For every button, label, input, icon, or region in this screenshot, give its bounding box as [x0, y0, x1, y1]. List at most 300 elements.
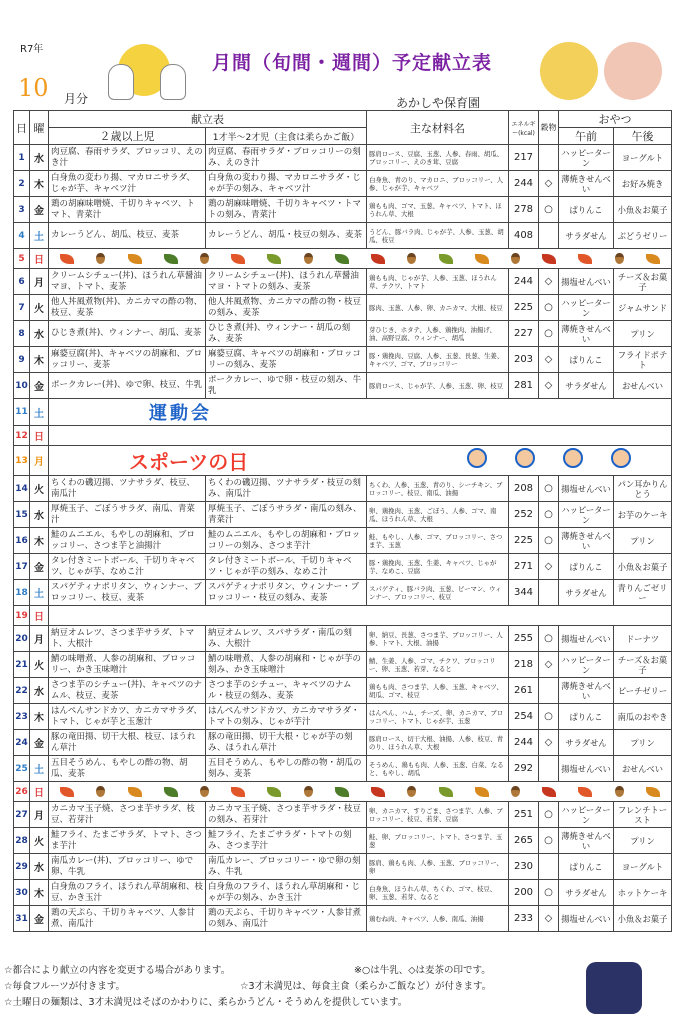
menu-table [13, 110, 672, 932]
grain-mark: ○ [539, 880, 559, 906]
snack-pm: ヨーグルト [614, 854, 672, 880]
running-child-icon [563, 448, 583, 468]
menu-row [14, 373, 672, 399]
menu-under2: 納豆オムレツ、スパサラダ・南瓜の刻み、大根汁 [206, 626, 367, 652]
snack-am: ぱりんこ [559, 704, 614, 730]
menu-under2: 肉豆腐、春雨サラダ・ブロッコリーの刻み、えのき汁 [206, 145, 367, 171]
menu-over2: 鯖の味噌煮、人参の胡麻和、ブロッコリー、かき玉味噌汁 [49, 652, 206, 678]
menu-row [14, 854, 672, 880]
footnote: ☆毎食フルーツが付きます。 [4, 981, 125, 992]
day-number: 21 [14, 652, 30, 678]
menu-under2: 鮭フライ、たまごサラダ・トマトの刻み、さつま芋汁 [206, 828, 367, 854]
day-number: 31 [14, 906, 30, 932]
grain-mark: ◇ [539, 269, 559, 295]
snack-am: ハッピーターン [559, 295, 614, 321]
grain-mark [539, 223, 559, 249]
weekday: 水 [30, 145, 49, 171]
menu-row [14, 321, 672, 347]
grain-mark: ○ [539, 476, 559, 502]
menu-over2: 厚焼玉子、ごぼうサラダ、南瓜、青菜汁 [49, 502, 206, 528]
snack-am: サラダせん [559, 223, 614, 249]
menu-row [14, 652, 672, 678]
era-label: R7年 [20, 44, 44, 55]
day-number: 3 [14, 197, 30, 223]
day-number: 17 [14, 554, 30, 580]
mouse-acorn-icon [604, 42, 662, 100]
leaf-icon [578, 787, 592, 797]
special-row [49, 249, 672, 269]
acorn-icon [200, 253, 209, 264]
day-number: 28 [14, 828, 30, 854]
grain-mark [539, 580, 559, 606]
energy-kcal: 233 [509, 906, 539, 932]
menu-row [14, 580, 672, 606]
ingredients: 鶏もも肉、さつま芋、人参、玉葱、キャベツ、胡瓜、ゴマ、枝豆 [367, 678, 509, 704]
grain-mark: ○ [539, 502, 559, 528]
ingredients: 芽ひじき、ホタテ、人参、鶏挽肉、油揚げ、油、高野豆腐、ウィンナー、胡瓜 [367, 321, 509, 347]
grain-mark: ○ [539, 828, 559, 854]
leaf-icon [128, 254, 142, 264]
mouse-acorn-icon [540, 42, 598, 100]
acorn-icon [304, 786, 313, 797]
leaf-icon [475, 787, 489, 797]
energy-kcal: 344 [509, 580, 539, 606]
energy-kcal: 217 [509, 145, 539, 171]
day-number: 12 [14, 426, 30, 446]
menu-under2: カレーうどん、胡瓜・枝豆の刻み、麦茶 [206, 223, 367, 249]
weekday: 日 [30, 782, 49, 802]
day-number: 15 [14, 502, 30, 528]
snack-pm: 南瓜のおやき [614, 704, 672, 730]
header [0, 0, 682, 110]
weekday: 土 [30, 223, 49, 249]
grain-mark: ○ [539, 321, 559, 347]
ingredients: 鮭、卵、ブロッコリー、トマト、さつま芋、玉葱 [367, 828, 509, 854]
menu-under2: タレ付きミートボール、千切りキャベツ・じゃが芋の刻み、なめこ汁 [206, 554, 367, 580]
ingredients: 卵、納豆、長葱、さつま芋、ブロッコリー、人参、トマト、大根、油揚 [367, 626, 509, 652]
energy-kcal: 252 [509, 502, 539, 528]
grain-mark: ○ [539, 528, 559, 554]
menu-under2: 五目そうめん、もやしの酢の物・胡瓜の刻み、麦茶 [206, 756, 367, 782]
menu-under2: 豚の竜田揚、切干大根・じゃが芋の刻み、ほうれん草汁 [206, 730, 367, 756]
weekday: 火 [30, 652, 49, 678]
ingredients: 鶏もも肉、じゃが芋、人参、玉葱、ほうれん草、チクワ、トマト [367, 269, 509, 295]
ingredients: 豚・鶏挽肉、玉葱、生姜、キャベツ、じゃが芋、なめこ、豆腐 [367, 554, 509, 580]
snack-pm: チーズ＆お菓子 [614, 269, 672, 295]
energy-kcal: 408 [509, 223, 539, 249]
energy-kcal: 227 [509, 321, 539, 347]
ingredients: 豚肩、鶏もも肉、人参、玉葱、ブロッコリー、卵 [367, 854, 509, 880]
weekday: 木 [30, 704, 49, 730]
day-number: 29 [14, 854, 30, 880]
menu-over2: 鮭フライ、たまごサラダ、トマト、さつま芋汁 [49, 828, 206, 854]
energy-kcal: 265 [509, 828, 539, 854]
menu-row [14, 426, 672, 446]
leaf-icon [128, 787, 142, 797]
ingredients: スパゲティ、豚バラ肉、玉葱、ピーマン、ウィンナー、ブロッコリー、枝豆 [367, 580, 509, 606]
ingredients: そうめん、鶏もも肉、人参、玉葱、白菜、なると、もやし、胡瓜 [367, 756, 509, 782]
col-weekday: 曜 [30, 111, 49, 145]
energy-kcal: 200 [509, 880, 539, 906]
menu-over2: 肉豆腐、春雨サラダ、ブロッコリ、えのき汁 [49, 145, 206, 171]
day-number: 27 [14, 802, 30, 828]
weekday: 水 [30, 854, 49, 880]
snack-am: ハッピーターン [559, 502, 614, 528]
day-number: 1 [14, 145, 30, 171]
running-child-icon [467, 448, 487, 468]
weekday: 木 [30, 347, 49, 373]
leaf-icon [371, 254, 385, 264]
snack-pm: プリン [614, 528, 672, 554]
day-number: 16 [14, 528, 30, 554]
acorn-icon [304, 253, 313, 264]
menu-over2: さつま芋のシチュー(丼)、キャベツのナムル、枝豆、麦茶 [49, 678, 206, 704]
menu-row [14, 802, 672, 828]
snack-pm: フライドポテト [614, 347, 672, 373]
snack-am: サラダせん [559, 880, 614, 906]
ingredients: 卵、カニカマ、すりごま、さつま芋、人参、ブロッコリー、枝豆、若芽、豆腐 [367, 802, 509, 828]
snack-am: 薄焼きせんべい [559, 321, 614, 347]
acorn-icon [200, 786, 209, 797]
footnote: ☆3才未満児は、毎食主食（柔らかご飯など）が付きます。 [240, 981, 492, 992]
grain-mark [539, 678, 559, 704]
snack-am: ぱりんこ [559, 854, 614, 880]
grain-mark: ◇ [539, 373, 559, 399]
col-menu-group: 献立表 [49, 111, 367, 128]
grain-mark: ○ [539, 802, 559, 828]
special-row [49, 606, 672, 626]
running-child-icon [515, 448, 535, 468]
snack-pm: 小魚＆お菓子 [614, 197, 672, 223]
energy-kcal: 244 [509, 269, 539, 295]
menu-row [14, 145, 672, 171]
acorn-icon [615, 786, 624, 797]
weekday: 金 [30, 197, 49, 223]
menu-row [14, 171, 672, 197]
weekday: 月 [30, 446, 49, 476]
col-day: 日 [14, 111, 30, 145]
energy-kcal: 225 [509, 295, 539, 321]
snack-pm: お芋のケーキ [614, 502, 672, 528]
menu-row [14, 906, 672, 932]
ingredients: 豚肩ロース、じゃが芋、人参、玉葱、卵、枝豆 [367, 373, 509, 399]
ingredients: 卵、鶏挽肉、玉葱、ごぼう、人参、ゴマ、南瓜、ほうれん草、大根 [367, 502, 509, 528]
snack-am: サラダせん [559, 730, 614, 756]
menu-over2: 南瓜カレー(丼)、ブロッコリー、ゆで卵、牛乳 [49, 854, 206, 880]
day-number: 13 [14, 446, 30, 476]
special-row [49, 782, 672, 802]
day-number: 7 [14, 295, 30, 321]
day-number: 22 [14, 678, 30, 704]
footnote: ☆都合により献立の内容を変更する場合があります。 [4, 965, 231, 976]
special-row [49, 426, 672, 446]
menu-under2: カニカマ玉子焼、さつま芋サラダ・枝豆の刻み、若芽汁 [206, 802, 367, 828]
day-number: 6 [14, 269, 30, 295]
ingredients: 豚・鶏挽肉、豆腐、人参、玉葱、長葱、生姜、キャベツ、ゴマ、ブロッコリー [367, 347, 509, 373]
weekday: 火 [30, 295, 49, 321]
menu-under2: ひじき煮(丼)、ウィンナー・胡瓜の刻み、麦茶 [206, 321, 367, 347]
ingredients: 鶏むね肉、キャベツ、人参、南瓜、油揚 [367, 906, 509, 932]
ingredients: はんぺん、ハム、チーズ、卵、カニカマ、ブロッコリー、トマト、じゃが芋、玉葱 [367, 704, 509, 730]
ingredients: 豚肩ロース、切干大根、油揚、人参、枝豆、青のり、ほうれん草、大根 [367, 730, 509, 756]
ingredients: 鶏もも肉、ゴマ、玉葱、キャベツ、トマト、ほうれん草、大根 [367, 197, 509, 223]
snack-am: 揚塩せんべい [559, 269, 614, 295]
menu-over2: 納豆オムレツ、さつま芋サラダ、トマト、大根汁 [49, 626, 206, 652]
snack-pm: ぶどうゼリー [614, 223, 672, 249]
month-unit: 月分 [64, 92, 89, 106]
snack-pm: おせんべい [614, 756, 672, 782]
menu-row [14, 295, 672, 321]
weekday: 土 [30, 580, 49, 606]
ingredients: 白身魚、青のり、マカロニ、ブロッコリー、人参、じゃが芋、キャベツ [367, 171, 509, 197]
ingredients: 白身魚、ほうれん草、ちくわ、ゴマ、枝豆、卵、玉葱、若芽、なると [367, 880, 509, 906]
leaf-icon [646, 254, 660, 264]
menu-under2: スパゲティナポリタン、ウィンナー・ブロッコリー・枝豆の刻み、麦茶 [206, 580, 367, 606]
snack-pm: おせんべい [614, 373, 672, 399]
energy-kcal: 281 [509, 373, 539, 399]
day-number: 2 [14, 171, 30, 197]
col-snack-am: 午前 [559, 128, 614, 145]
menu-over2: カレーうどん、胡瓜、枝豆、麦茶 [49, 223, 206, 249]
weekday: 火 [30, 828, 49, 854]
menu-over2: 他人丼風煮物(丼)、カニカマの酢の物、枝豆、麦茶 [49, 295, 206, 321]
energy-kcal: 255 [509, 626, 539, 652]
snack-am: サラダせん [559, 373, 614, 399]
grain-mark: ○ [539, 626, 559, 652]
menu-row [14, 347, 672, 373]
weekday: 木 [30, 880, 49, 906]
weekday: 日 [30, 606, 49, 626]
weekday: 金 [30, 554, 49, 580]
rabbit-icon [108, 64, 134, 100]
snack-am: 薄焼きせんべい [559, 528, 614, 554]
day-number: 10 [14, 373, 30, 399]
autumn-leaves-decoration [49, 786, 671, 797]
energy-kcal: 244 [509, 730, 539, 756]
event-title: 運動会 [149, 403, 212, 424]
snack-pm: 青りんごゼリー [614, 580, 672, 606]
day-number: 4 [14, 223, 30, 249]
owl-moon-icon [586, 962, 642, 1014]
weekday: 金 [30, 730, 49, 756]
acorn-icon [511, 786, 520, 797]
month-number: 10 [18, 74, 49, 102]
snack-am: 薄焼きせんべい [559, 828, 614, 854]
menu-row [14, 446, 672, 476]
weekday: 日 [30, 249, 49, 269]
menu-row [14, 223, 672, 249]
snack-am: ぱりんこ [559, 554, 614, 580]
leaf-icon [267, 787, 281, 797]
weekday: 火 [30, 476, 49, 502]
menu-row [14, 782, 672, 802]
snack-pm: パン耳かりんとう [614, 476, 672, 502]
weekday: 水 [30, 678, 49, 704]
day-number: 9 [14, 347, 30, 373]
snack-pm: ホットケーキ [614, 880, 672, 906]
day-number: 14 [14, 476, 30, 502]
menu-over2: クリームシチュー(丼)、ほうれん草醤油マヨ、トマト、麦茶 [49, 269, 206, 295]
day-number: 8 [14, 321, 30, 347]
weekday: 土 [30, 399, 49, 426]
energy-kcal: 230 [509, 854, 539, 880]
menu-row [14, 880, 672, 906]
ingredients: ちくわ、人参、玉葱、青のり、シーチキン、ブロッコリー、枝豆、南瓜、油揚 [367, 476, 509, 502]
snack-am: 揚塩せんべい [559, 476, 614, 502]
day-number: 25 [14, 756, 30, 782]
menu-row [14, 197, 672, 223]
menu-row [14, 626, 672, 652]
menu-row [14, 678, 672, 704]
running-child-icon [611, 448, 631, 468]
snack-pm: 小魚＆お菓子 [614, 906, 672, 932]
snack-pm: 小魚＆お菓子 [614, 554, 672, 580]
menu-over2: カニカマ玉子焼、さつま芋サラダ、枝豆、若芽汁 [49, 802, 206, 828]
leaf-icon [439, 254, 453, 264]
menu-row [14, 399, 672, 426]
leaf-icon [646, 787, 660, 797]
snack-pm: プリン [614, 321, 672, 347]
menu-over2: ちくわの磯辺揚、ツナサラダ、枝豆、南瓜汁 [49, 476, 206, 502]
menu-under2: ポークカレー、ゆで卵・枝豆の刻み、牛乳 [206, 373, 367, 399]
footnote: ☆土曜日の麺類は、3才未満児はそばのかわりに、柔らかうどん・そうめんを提供しています。 [4, 997, 408, 1008]
energy-kcal: 225 [509, 528, 539, 554]
acorn-icon [96, 786, 105, 797]
snack-pm: お好み焼き [614, 171, 672, 197]
grain-mark [539, 756, 559, 782]
snack-am: 揚塩せんべい [559, 626, 614, 652]
menu-over2: ひじき煮(丼)、ウィンナー、胡瓜、麦茶 [49, 321, 206, 347]
ingredients: うどん、豚バラ肉、じゃが芋、人参、玉葱、胡瓜、枝豆 [367, 223, 509, 249]
special-row [49, 399, 672, 426]
nursery-name: あかしや保育園 [396, 96, 481, 110]
energy-kcal: 292 [509, 756, 539, 782]
snack-am: 薄焼きせんべい [559, 171, 614, 197]
col-grain: 穀物 [539, 111, 559, 145]
weekday: 木 [30, 528, 49, 554]
leaf-icon [267, 254, 281, 264]
menu-under2: 麻婆豆腐、キャベツの胡麻和・ブロッコリーの刻み、麦茶 [206, 347, 367, 373]
menu-over2: 鶏の胡麻味噌焼、千切りキャベツ、トマト、青菜汁 [49, 197, 206, 223]
menu-under2: 白身魚のフライ、ほうれん草胡麻和・じゃが芋の刻み、かき玉汁 [206, 880, 367, 906]
leaf-icon [164, 254, 178, 264]
special-row [49, 446, 672, 476]
col-snack-pm: 午後 [614, 128, 672, 145]
menu-under2: 鶏の天ぷら、千切りキャベツ・人参甘煮の刻み、南瓜汁 [206, 906, 367, 932]
menu-row [14, 606, 672, 626]
leaf-icon [164, 787, 178, 797]
energy-kcal: 271 [509, 554, 539, 580]
col-ingredients: 主な材料名 [367, 111, 509, 145]
day-number: 20 [14, 626, 30, 652]
grain-mark: ◇ [539, 554, 559, 580]
energy-kcal: 254 [509, 704, 539, 730]
acorn-icon [511, 253, 520, 264]
menu-under2: 南瓜カレー、ブロッコリー・ゆで卵の刻み、牛乳 [206, 854, 367, 880]
menu-over2: 白身魚のフライ、ほうれん草胡麻和、枝豆、かき玉汁 [49, 880, 206, 906]
menu-row [14, 756, 672, 782]
grain-mark: ○ [539, 704, 559, 730]
grain-mark: ○ [539, 197, 559, 223]
col-menu-over2: ２歳以上児 [49, 128, 206, 145]
grain-mark [539, 145, 559, 171]
footnote: ※○は牛乳、◇は麦茶の印です。 [354, 965, 491, 976]
day-number: 24 [14, 730, 30, 756]
col-snack-group: おやつ [559, 111, 672, 128]
snack-pm: ピーチゼリー [614, 678, 672, 704]
menu-over2: 鮭のムニエル、もやしの胡麻和、ブロッコリー、さつま芋と油揚汁 [49, 528, 206, 554]
leaf-icon [231, 254, 245, 264]
weekday: 日 [30, 426, 49, 446]
holiday-title: スポーツの日 [129, 450, 249, 474]
grain-mark: ◇ [539, 171, 559, 197]
energy-kcal: 278 [509, 197, 539, 223]
menu-under2: 鶏の胡麻味噌焼、千切りキャベツ・トマトの刻み、青菜汁 [206, 197, 367, 223]
menu-over2: 麻婆豆腐(丼)、キャベツの胡麻和、ブロッコリー、麦茶 [49, 347, 206, 373]
leaf-icon [439, 787, 453, 797]
weekday: 金 [30, 906, 49, 932]
menu-row [14, 269, 672, 295]
acorn-icon [407, 786, 416, 797]
leaf-icon [475, 254, 489, 264]
menu-under2: さつま芋のシチュー、キャベツのナムル・枝豆の刻み、麦茶 [206, 678, 367, 704]
leaf-icon [542, 254, 556, 264]
grain-mark [539, 854, 559, 880]
snack-pm: ジャムサンド [614, 295, 672, 321]
menu-under2: 他人丼風煮物、カニカマの酢の物・枝豆の刻み、麦茶 [206, 295, 367, 321]
energy-kcal: 208 [509, 476, 539, 502]
menu-over2: ポークカレー(丼)、ゆで卵、枝豆、牛乳 [49, 373, 206, 399]
snack-am: 揚塩せんべい [559, 906, 614, 932]
col-energy: エネルギー(kcal) [509, 111, 539, 145]
leaf-icon [542, 787, 556, 797]
weekday: 月 [30, 269, 49, 295]
snack-am: ハッピーターン [559, 802, 614, 828]
menu-row [14, 249, 672, 269]
weekday: 金 [30, 373, 49, 399]
day-number: 30 [14, 880, 30, 906]
day-number: 5 [14, 249, 30, 269]
day-number: 18 [14, 580, 30, 606]
rabbit-icon [160, 64, 186, 100]
snack-pm: プリン [614, 730, 672, 756]
energy-kcal: 261 [509, 678, 539, 704]
menu-body [14, 145, 672, 932]
snack-pm: プリン [614, 828, 672, 854]
menu-over2: 鶏の天ぷら、千切りキャベツ、人参甘煮、南瓜汁 [49, 906, 206, 932]
snack-am: ぱりんこ [559, 347, 614, 373]
snack-am: 薄焼きせんべい [559, 678, 614, 704]
acorn-icon [96, 253, 105, 264]
menu-under2: 鮭のムニエル、もやしの胡麻和・ブロッコリーの刻み、さつま芋汁 [206, 528, 367, 554]
weekday: 月 [30, 802, 49, 828]
menu-row [14, 528, 672, 554]
leaf-icon [231, 787, 245, 797]
snack-pm: ドーナツ [614, 626, 672, 652]
menu-row [14, 704, 672, 730]
snack-pm: フレンチトースト [614, 802, 672, 828]
day-number: 26 [14, 782, 30, 802]
weekday: 水 [30, 321, 49, 347]
weekday: 月 [30, 626, 49, 652]
leaf-icon [60, 787, 74, 797]
energy-kcal: 203 [509, 347, 539, 373]
acorn-icon [407, 253, 416, 264]
day-number: 19 [14, 606, 30, 626]
weekday: 土 [30, 756, 49, 782]
grain-mark: ◇ [539, 347, 559, 373]
menu-over2: 白身魚の変わり揚、マカロニサラダ、じゃが芋、キャベツ汁 [49, 171, 206, 197]
